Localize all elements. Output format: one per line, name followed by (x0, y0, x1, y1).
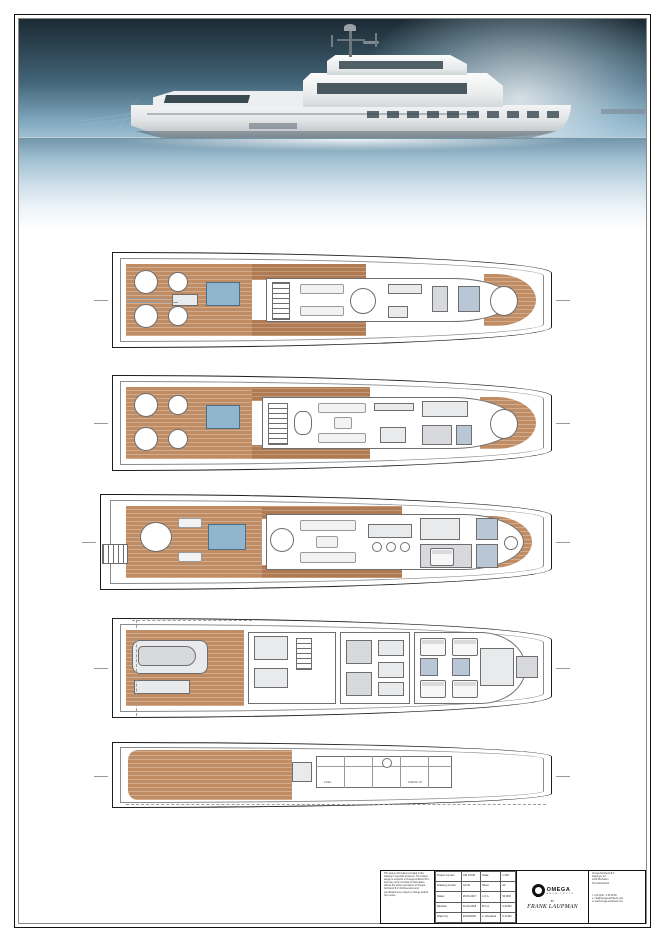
designer-name: FRANK LAUPMAN (527, 904, 578, 910)
construction-dash (132, 620, 252, 621)
dimension-tick (556, 542, 570, 543)
antenna-icon (331, 35, 333, 47)
sunpad-round-1 (134, 393, 158, 417)
sunpad-round-2 (134, 304, 158, 328)
row-label: Revision (436, 902, 462, 912)
table-row (436, 872, 516, 882)
tank-hatch (382, 758, 392, 768)
tender (138, 646, 196, 666)
jacuzzi (206, 282, 240, 306)
contact-website: w. www.omega-architects.com (592, 901, 623, 904)
row-value: OM 16736 (461, 872, 480, 882)
coffee-table (334, 417, 352, 429)
row-label-2: L.O.A. (481, 892, 501, 902)
aft-deck-sofa (178, 518, 202, 528)
antenna-icon (375, 33, 377, 47)
table-row (436, 912, 516, 922)
captain-bathroom (456, 425, 472, 445)
table-round-1 (168, 395, 188, 415)
generator-2 (378, 662, 404, 678)
generator-3 (378, 682, 404, 696)
row-value: 28-06-2017 (461, 892, 480, 902)
contact-panel (589, 871, 645, 923)
row-label: Status (436, 892, 462, 902)
guest-bed-2 (420, 680, 446, 698)
hull-window-row (367, 111, 577, 118)
sofa-group-2 (300, 306, 344, 316)
pantry (380, 427, 406, 443)
contact-line: 1234 AB Zuiden (592, 879, 609, 882)
exterior-rendering (19, 19, 646, 231)
guest-bath-1 (420, 658, 438, 676)
contact-line: The Netherlands (592, 882, 609, 885)
table-row (436, 902, 516, 912)
main-deck-pool (208, 524, 246, 550)
tank-label: FUEL (324, 780, 332, 784)
dimension-tick (94, 776, 108, 777)
plan-main-deck (100, 494, 552, 590)
skylounge-sofa-stbd (318, 433, 366, 443)
contact-email: e. info@omega-architects.com (592, 898, 624, 901)
owners-bathroom (476, 544, 498, 568)
sunpad-round-1 (134, 270, 158, 294)
row-value-2: 9.10 Mtr (501, 912, 516, 922)
plan-lower-deck (112, 618, 552, 718)
row-value: 04/14/2020 (461, 912, 480, 922)
guest-bed-3 (452, 638, 478, 656)
corridor (480, 648, 514, 686)
title-block (380, 870, 646, 924)
dining-table-round (350, 288, 376, 314)
satellite-dome-icon (344, 24, 356, 31)
aft-deck-sofa-2 (178, 552, 202, 562)
sea (19, 137, 646, 231)
guest-bath-2 (452, 658, 470, 676)
stairway-sun-deck (272, 282, 290, 320)
table-row (436, 892, 516, 902)
contact-line: Omega Architects B.V. (592, 873, 615, 875)
row-label: Drawing number (436, 882, 462, 892)
table-row (436, 882, 516, 892)
anchor-winch (504, 536, 518, 550)
stairway-bridge-deck (268, 403, 288, 445)
crew-stair (296, 638, 312, 670)
project-info-table (435, 871, 517, 923)
row-label-2: Scale (481, 872, 501, 882)
tank-divider (372, 756, 373, 788)
dining-chair (372, 542, 382, 552)
dimension-tick (556, 776, 570, 777)
day-head (388, 306, 408, 318)
stair-spiral (270, 528, 294, 552)
plan-bridge-deck (112, 375, 552, 471)
main-deck-glazing (317, 83, 467, 94)
foredeck-sunpad (490, 286, 518, 316)
owners-walk-in (476, 518, 498, 540)
contact-line: Kappeyne 23 (592, 876, 606, 879)
bow-thruster-room (516, 656, 538, 678)
saloon-sofa-port (300, 520, 356, 531)
row-value: GA 02 (461, 882, 480, 892)
foredeck-sunpad (490, 409, 518, 439)
row-label-2: Sheet (481, 882, 501, 892)
dimension-tick (556, 300, 570, 301)
guest-bed-4 (452, 680, 478, 698)
tank-divider (344, 756, 345, 788)
bbq-unit (432, 286, 448, 312)
dining-chair (400, 542, 410, 552)
aft-sunpad (140, 522, 172, 552)
plan-sun-deck (112, 252, 552, 348)
logo-panel (517, 871, 589, 923)
row-value-2: 9.40 Mtr (501, 902, 516, 912)
dimension-tick (556, 423, 570, 424)
hull-name-plate (249, 123, 297, 129)
sunpad-round-2 (134, 427, 158, 451)
bar-stool-group (294, 411, 312, 435)
main-engine-port (346, 640, 372, 664)
side-deck-teak-stbd (252, 320, 366, 336)
construction-dash (126, 804, 546, 805)
laundry (254, 668, 288, 688)
notes-panel (381, 871, 435, 923)
row-value-2: 1:100 (501, 872, 516, 882)
saloon-sofa-stbd (300, 552, 356, 563)
skylounge-sofa-port (318, 403, 366, 413)
dimension-tick (94, 423, 108, 424)
main-engine-stbd (346, 672, 372, 696)
mast (349, 29, 352, 57)
mast-arm (337, 39, 365, 41)
bulwark-window (164, 95, 250, 103)
by-label: BY (550, 900, 555, 903)
brand-name: OMEGA (546, 886, 571, 893)
row-label-2: B.O.A. (481, 902, 501, 912)
dimension-tick (556, 668, 570, 669)
tank-label: FRESH W. (408, 780, 423, 784)
dining-chair (386, 542, 396, 552)
tank-divider (400, 756, 401, 788)
aft-seating (172, 294, 198, 306)
construction-dash-v (136, 620, 137, 716)
row-value-2: A2 (501, 882, 516, 892)
upper-deck-glazing (339, 61, 443, 69)
dining-table (368, 524, 412, 538)
swim-platform-stairs (102, 544, 128, 564)
omega-mark-icon (532, 884, 545, 897)
brand-subtitle: A R C H I T E C T S (546, 892, 574, 895)
crew-mess (254, 636, 288, 660)
owners-bed (430, 548, 454, 566)
bar-counter (388, 284, 422, 294)
row-value: 10-02-2018 (461, 902, 480, 912)
swim-spa (206, 405, 240, 429)
table-round-1 (168, 272, 188, 292)
dimension-tick (82, 542, 96, 543)
yacht-profile (131, 47, 571, 143)
void-space (292, 762, 312, 782)
tv-cabinet (374, 403, 414, 411)
plan-tank-deck (112, 742, 552, 808)
contact-phone: t. +31 (0)40 - 2 66 66 66 (592, 894, 617, 897)
omega-logo (532, 884, 574, 897)
crane-arm (126, 302, 178, 303)
table-round-2 (168, 306, 188, 326)
tank-deck-fill (128, 750, 292, 800)
tank-divider (428, 756, 429, 788)
hull-logo-band (601, 109, 645, 114)
dimension-tick (94, 300, 108, 301)
row-label-2: A. Woudstra (481, 912, 501, 922)
saloon-coffee-table (316, 536, 338, 548)
row-label: Drawn by (436, 912, 462, 922)
sofa-group (300, 284, 344, 294)
lounge-pad (458, 286, 480, 312)
table-round-2 (168, 429, 188, 449)
row-label: Project number (436, 872, 462, 882)
mast-support (126, 298, 168, 299)
generator-1 (378, 640, 404, 656)
beach-club-seating (134, 680, 190, 694)
row-value-2: 50 MtR (501, 892, 516, 902)
galley (420, 518, 460, 540)
guest-bed-1 (420, 638, 446, 656)
hull-shadow (131, 131, 561, 138)
notes-text: This design information provided in this drawing is copyright protected. The subject design is exclusive to Omega Architects B.V. and may not be provided to third parties without the written permission of Omega Architects B.V. All dimensions and specifications are subject to change without prior notice. (384, 873, 430, 897)
wheelhouse-console (422, 401, 468, 417)
dimension-tick (94, 668, 108, 669)
captain-cabin (422, 425, 452, 445)
